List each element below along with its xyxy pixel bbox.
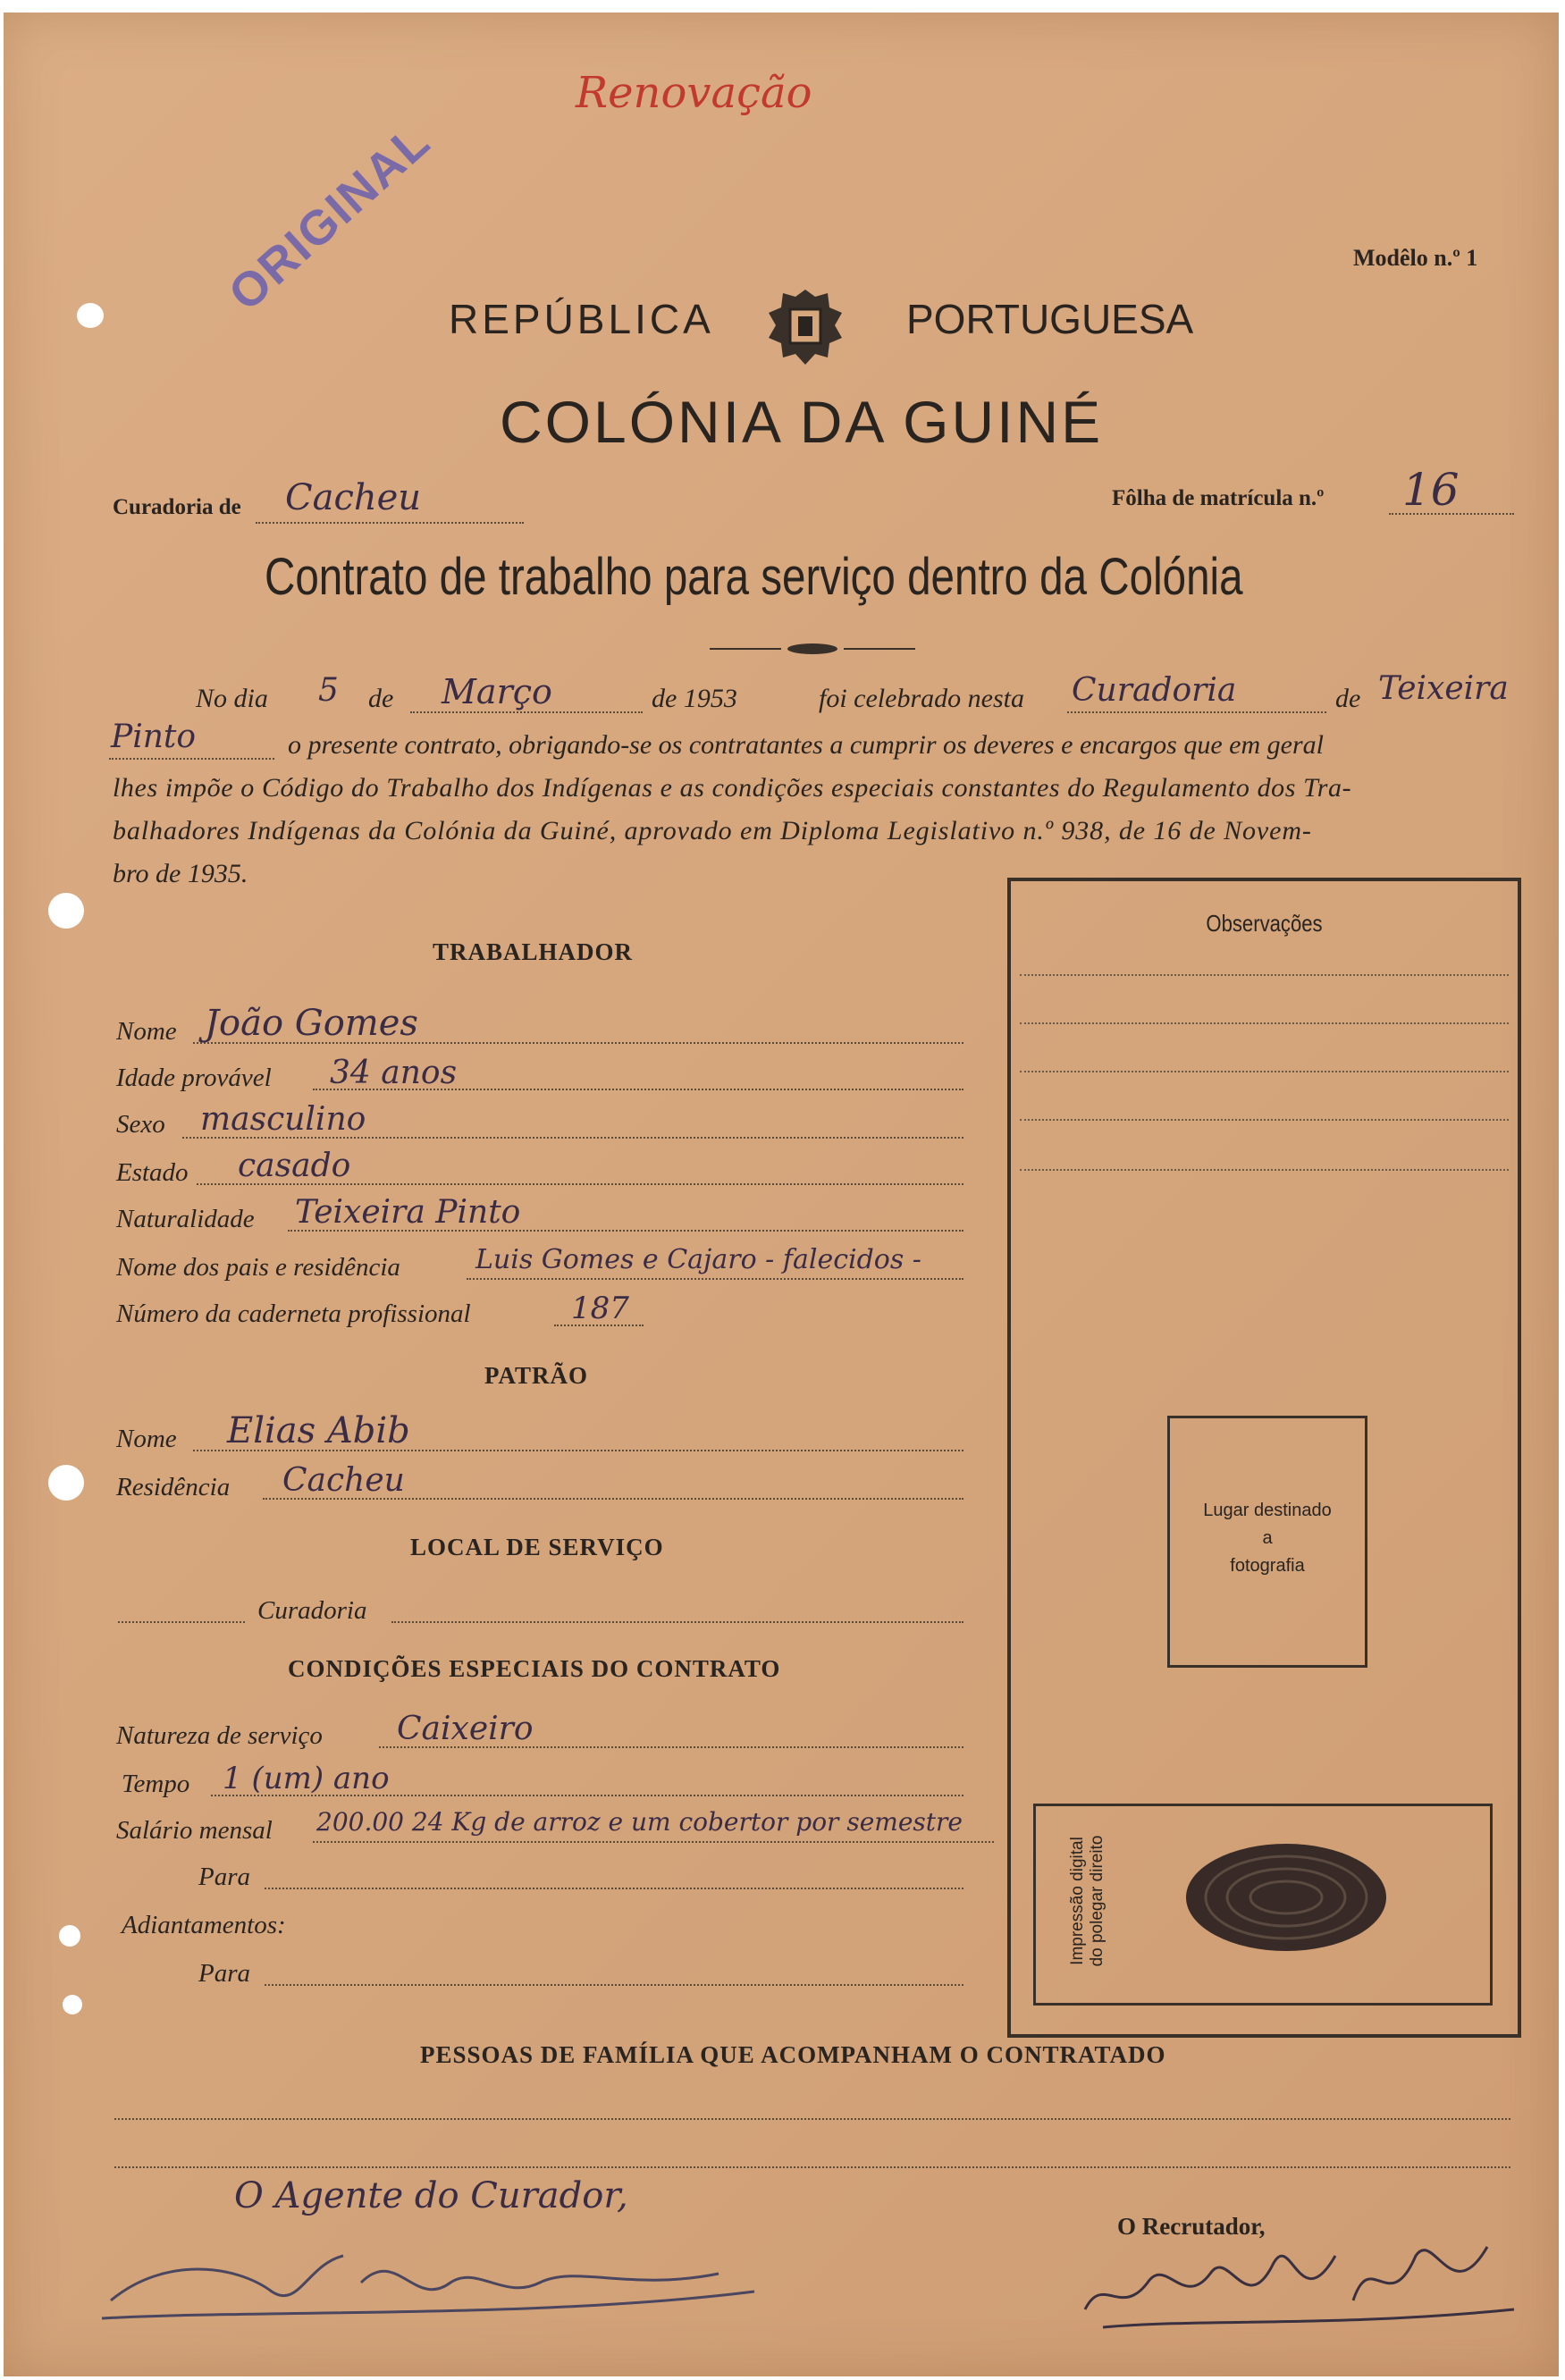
patrao-nome-label: Nome (116, 1425, 177, 1453)
patrao-heading: PATRÃO (484, 1362, 588, 1389)
intro-line2: o presente contrato, obrigando-se os contratantes a cumprir os deveres e encargos que em geral (288, 730, 1324, 760)
patrao-residencia-label: Residência (116, 1473, 231, 1501)
document-page (4, 13, 1559, 2376)
observacoes-title: Observações (1206, 910, 1323, 937)
original-stamp: ORIGINAL (218, 114, 441, 322)
photo-label-2: a (1262, 1528, 1273, 1548)
condicoes-para-line (265, 1888, 963, 1889)
trabalhador-pais-label: Nome dos pais e residência (116, 1253, 400, 1282)
thumbprint-box (1033, 1804, 1493, 2006)
intro-de-ano: de 1953 (652, 684, 737, 713)
local-servico-line (118, 1621, 245, 1623)
recrutador-label: O Recrutador, (1117, 2213, 1266, 2240)
condicoes-heading: CONDIÇÕES ESPECIAIS DO CONTRATO (288, 1655, 781, 1682)
condicoes-para2-line (265, 1984, 963, 1986)
folha-value: 16 (1402, 464, 1460, 516)
trabalhador-pais-line (467, 1278, 963, 1280)
trabalhador-naturalidade-value: Teixeira Pinto (295, 1194, 521, 1231)
republica-right: PORTUGUESA (906, 296, 1194, 342)
binder-hole (48, 1465, 84, 1501)
familia-line (114, 2166, 1510, 2168)
thumbprint-icon (1179, 1835, 1393, 1960)
curadoria-line (256, 522, 524, 524)
trabalhador-sexo-value: masculino (200, 1101, 366, 1138)
observacoes-line (1020, 974, 1509, 976)
condicoes-para-label: Para (198, 1863, 250, 1891)
intro-line5: bro de 1935. (113, 859, 248, 888)
curadoria-value: Cacheu (285, 477, 422, 518)
ornament-divider (710, 640, 915, 658)
trabalhador-estado-label: Estado (116, 1158, 189, 1187)
condicoes-salario-value: 200.00 24 Kg de arroz e um cobertor por semestre (316, 1807, 963, 1837)
photo-label-1: Lugar destinado (1203, 1501, 1332, 1520)
intro-line4: balhadores Indígenas da Colónia da Guiné, aprovado em Diploma Legislativo n.º 938, de 16 de Novem- (113, 816, 1312, 845)
observacoes-line (1020, 1119, 1509, 1121)
observacoes-box (1007, 878, 1521, 2038)
thumb-label-2: do polegar direito (1088, 1835, 1106, 1967)
observacoes-line (1020, 1071, 1509, 1072)
intro-line3: lhes impõe o Código do Trabalho dos Indígenas e as condições especiais constantes do Regulamento dos Tra- (113, 773, 1352, 803)
curadoria-label: Curadoria de (113, 495, 241, 519)
observacoes-line (1020, 1022, 1509, 1024)
trabalhador-estado-value: casado (238, 1148, 351, 1184)
condicoes-salario-label: Salário mensal (116, 1816, 273, 1845)
photo-label-3: fotografia (1230, 1556, 1305, 1576)
local-servico-heading: LOCAL DE SERVIÇO (410, 1534, 664, 1560)
colonia-title: COLÓNIA DA GUINÉ (500, 389, 1104, 455)
familia-heading: PESSOAS DE FAMÍLIA QUE ACOMPANHAM O CONTRATADO (420, 2041, 1166, 2068)
intro-cidade-line2 (109, 758, 274, 760)
coat-of-arms-icon (756, 284, 854, 370)
condicoes-salario-line (313, 1841, 994, 1843)
patrao-nome-value: Elias Abib (227, 1410, 410, 1451)
trabalhador-nome-label: Nome (116, 1017, 177, 1046)
condicoes-tempo-label: Tempo (122, 1770, 190, 1798)
intro-de: de (368, 684, 394, 713)
observacoes-line (1020, 1169, 1509, 1171)
contract-title: Contrato de trabalho para serviço dentro da Colónia (265, 548, 1243, 606)
intro-local-value: Curadoria (1072, 672, 1237, 709)
condicoes-natureza-value: Caixeiro (397, 1711, 534, 1747)
familia-line (114, 2118, 1510, 2120)
trabalhador-idade-value: 34 anos (330, 1055, 458, 1091)
intro-mes-value: Março (442, 672, 552, 711)
trabalhador-naturalidade-label: Naturalidade (116, 1205, 255, 1233)
binder-hole (77, 303, 104, 328)
thumb-label-1: Impressão digital (1068, 1837, 1087, 1965)
trabalhador-caderneta-label: Número da caderneta profissional (116, 1299, 471, 1328)
condicoes-tempo-value: 1 (um) ano (223, 1761, 390, 1796)
intro-dia-value: 5 (318, 672, 339, 709)
agente-signature (93, 2229, 772, 2327)
intro-mes-line (410, 711, 643, 713)
trabalhador-nome-value: João Gomes (205, 1003, 418, 1044)
thumb-label (1068, 1803, 1107, 1999)
intro-no-dia: No dia (196, 684, 268, 713)
intro-cidade-value2: Pinto (111, 719, 197, 755)
intro-cidade-value: Teixeira (1378, 670, 1509, 707)
folha-label: Fôlha de matrícula n.º (1112, 486, 1325, 510)
photo-placeholder (1167, 1416, 1367, 1668)
trabalhador-pais-value: Luis Gomes e Cajaro - falecidos - (475, 1244, 921, 1275)
agente-label: O Agente do Curador, (234, 2175, 628, 2216)
renovacao-note: Renovação (576, 68, 812, 118)
trabalhador-caderneta-value: 187 (571, 1291, 629, 1326)
local-servico-line-right (391, 1621, 963, 1623)
binder-hole (48, 893, 84, 929)
trabalhador-heading: TRABALHADOR (433, 938, 634, 965)
intro-de2: de (1335, 684, 1361, 713)
binder-hole (59, 1925, 80, 1947)
modelo-number: Modêlo n.º 1 (1353, 245, 1478, 271)
intro-local-line (1067, 711, 1326, 713)
condicoes-natureza-label: Natureza de serviço (116, 1721, 323, 1750)
intro-foi: foi celebrado nesta (819, 684, 1024, 713)
republica-left: REPÚBLICA (449, 296, 714, 342)
binder-hole (63, 1995, 82, 2014)
condicoes-adiantamentos-label: Adiantamentos: (122, 1911, 286, 1939)
local-servico-label: Curadoria (257, 1596, 367, 1625)
trabalhador-sexo-label: Sexo (116, 1110, 165, 1139)
condicoes-para2-label: Para (198, 1959, 250, 1988)
recrutador-signature (1067, 2220, 1532, 2336)
patrao-residencia-value: Cacheu (282, 1462, 405, 1499)
trabalhador-idade-label: Idade provável (116, 1064, 272, 1092)
